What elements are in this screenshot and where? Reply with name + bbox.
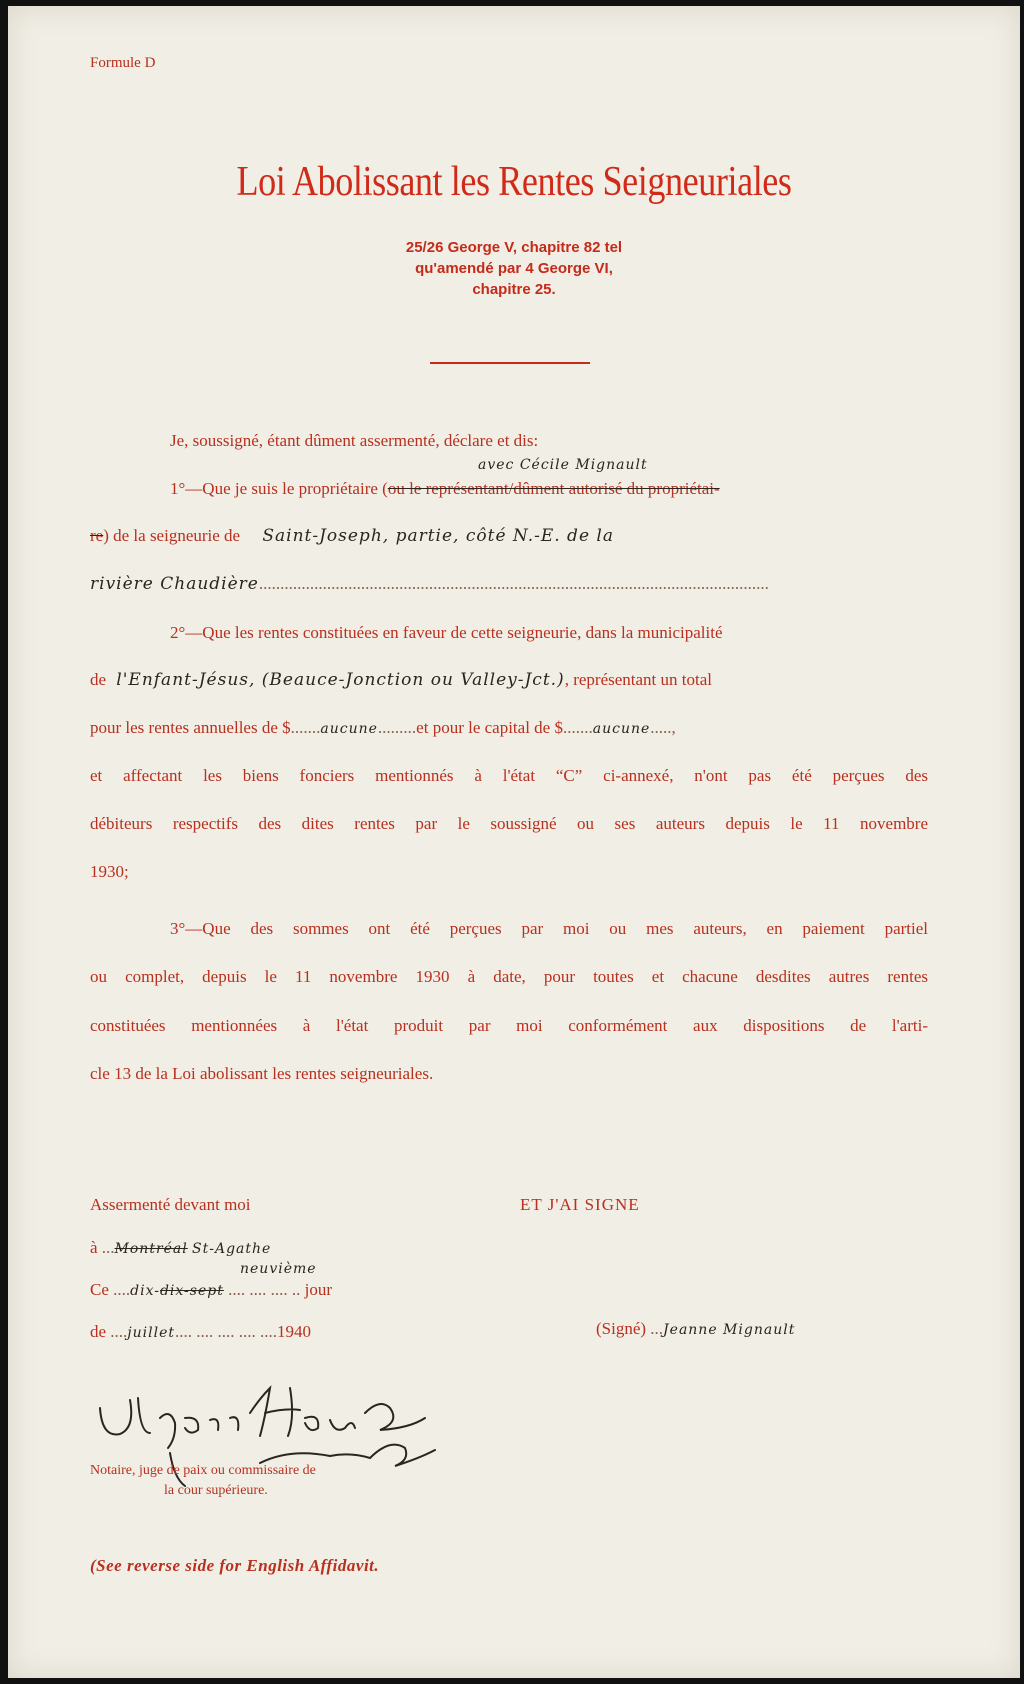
- month-label: de: [90, 1322, 107, 1341]
- capital-label: et pour le capital de $: [416, 718, 563, 737]
- seigneurie-river-field: rivière Chaudière: [90, 574, 259, 594]
- rentes-amount-field: aucune: [320, 721, 378, 737]
- paragraph-3-line-4: cle 13 de la Loi abolissant les rentes seigneuriales.: [90, 1064, 434, 1083]
- place-struck-field: Montréal: [114, 1241, 188, 1257]
- paragraph-1-line-1: [170, 478, 720, 500]
- document-title: Loi Abolissant les Rentes Seigneuriales: [236, 159, 792, 205]
- p1-lead: 1°—Que je suis le propriétaire (: [170, 479, 388, 498]
- paragraph-3-line-1: 3°—Que des sommes ont été perçues par moi ou mes auteurs, en paiement partiel: [170, 919, 928, 938]
- fill-dots: ....: [113, 1280, 131, 1299]
- month-field: juillet: [127, 1325, 175, 1341]
- declaration-intro: Je, soussigné, étant dûment assermenté, déclare et dis:: [170, 431, 539, 450]
- title-divider: [430, 362, 590, 364]
- municipality-field: l'Enfant-Jésus, (Beauce-Jonction ou Valley-Jct.): [116, 670, 565, 690]
- day-prefix-field: dix-: [130, 1283, 160, 1299]
- p1-struck-re: re: [90, 526, 104, 545]
- p1-seigneurie-label: ) de la seigneurie de: [103, 526, 241, 545]
- fill-dots: .....,: [650, 718, 676, 737]
- fill-dots: .... .... .... ..: [223, 1280, 301, 1299]
- notary-caption-line-1: Notaire, juge de paix ou commissaire de: [90, 1463, 316, 1478]
- jurat-place-line: [90, 1237, 271, 1260]
- statute-line-2: qu'amendé par 4 George VI,: [415, 260, 613, 277]
- paragraph-1-line-3: [90, 573, 769, 595]
- notary-caption-line-2: la cour supérieure.: [164, 1483, 268, 1498]
- p1-struck-text: ou le représentant/dûment autorisé du propriétai-: [387, 479, 720, 498]
- signer-name-field: Jeanne Mignault: [663, 1322, 796, 1338]
- handwritten-insert-coowner: avec Cécile Mignault: [478, 457, 648, 473]
- paragraph-2-line-2: [90, 669, 712, 691]
- place-label: à: [90, 1238, 98, 1257]
- paragraph-2-line-3: [90, 717, 676, 740]
- paragraph-2-line-1: 2°—Que les rentes constituées en faveur de cette seigneurie, dans la municipalité: [170, 623, 723, 642]
- year-value: 1940: [277, 1322, 311, 1341]
- fill-dots: ........................................................................................................................: [258, 574, 769, 593]
- signature-heading: ET J'AI SIGNE: [520, 1195, 640, 1214]
- fill-dots: .........: [377, 718, 417, 737]
- day-struck-field: dix-sept: [159, 1283, 224, 1299]
- jurat-month-line: [90, 1321, 311, 1344]
- fill-dots: .......: [290, 718, 321, 737]
- document-sheet: [8, 6, 1020, 1678]
- paragraph-2-line-4: et affectant les biens fonciers mentionnés à l'état “C” ci-annexé, n'ont pas été perçues des: [90, 766, 928, 785]
- sworn-before-label: Assermenté devant moi: [90, 1195, 251, 1214]
- paragraph-1-line-2: [90, 525, 614, 547]
- jurat-day-line: [90, 1279, 332, 1302]
- p2-total-label: , représentant un total: [564, 670, 712, 689]
- day-insert-handwritten: neuvième: [240, 1261, 317, 1277]
- capital-amount-field: aucune: [592, 721, 651, 737]
- signed-line: [596, 1318, 795, 1341]
- statute-line-1: 25/26 George V, chapitre 82 tel: [405, 239, 623, 256]
- fill-dots: .......: [562, 718, 593, 737]
- notary-caption: [90, 1461, 316, 1501]
- seigneurie-name-field: Saint-Joseph, partie, côté N.-E. de la: [262, 526, 614, 546]
- form-label: Formule D: [90, 55, 156, 71]
- p2-de-label: de: [90, 670, 107, 689]
- fill-dots: ...: [101, 1238, 115, 1257]
- fill-dots: ....: [110, 1322, 128, 1341]
- day-label: Ce: [90, 1280, 109, 1299]
- paragraph-2-line-5: débiteurs respectifs des dites rentes par le soussigné ou ses auteurs depuis le 11 novembre: [90, 814, 928, 833]
- fill-dots: .... .... .... .... ....: [175, 1322, 277, 1341]
- statute-reference: [8, 237, 1020, 300]
- signed-label: (Signé): [596, 1319, 647, 1338]
- paragraph-3-line-2: ou complet, depuis le 11 novembre 1930 à date, pour toutes et chacune desdites autres rentes: [90, 967, 928, 986]
- english-affidavit-note: (See reverse side for English Affidavit.: [90, 1556, 380, 1575]
- paragraph-3-line-3: constituées mentionnées à l'état produit par moi conformément aux dispositions de l'arti-: [90, 1016, 928, 1035]
- fill-dots: ...: [650, 1319, 664, 1338]
- rentes-label: pour les rentes annuelles de $: [90, 718, 291, 737]
- paragraph-2-line-6: 1930;: [90, 862, 129, 881]
- jour-label: jour: [304, 1280, 332, 1299]
- place-field: St-Agathe: [192, 1241, 272, 1257]
- statute-line-3: chapitre 25.: [472, 281, 556, 298]
